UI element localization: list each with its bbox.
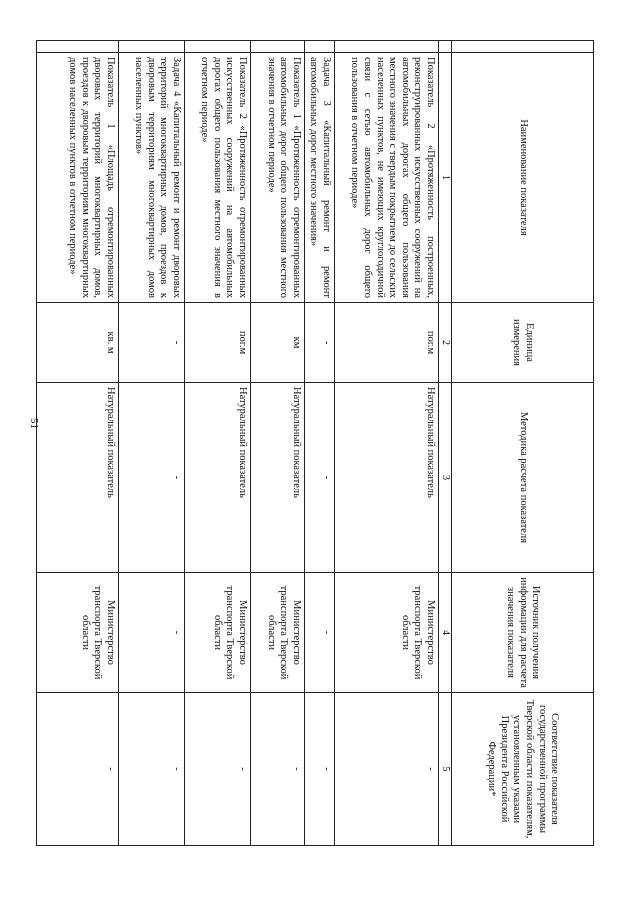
- indicator-unit: -: [304, 303, 334, 383]
- indicator-match: -: [304, 693, 334, 846]
- margin-cell: [452, 41, 594, 53]
- indicator-source: -: [304, 573, 334, 693]
- margin-cell: [439, 41, 452, 53]
- indicator-match: -: [36, 693, 118, 846]
- indicator-unit: -: [118, 303, 184, 383]
- indicator-method: -: [304, 383, 334, 573]
- indicators-table: [36, 40, 594, 846]
- rotated-page-content: [67, 40, 594, 845]
- margin-cell: [118, 41, 184, 53]
- indicator-unit: кв. м: [36, 303, 118, 383]
- margin-cell: [304, 41, 334, 53]
- indicator-method: Натуральный показатель: [250, 383, 304, 573]
- column-number: 5: [439, 693, 452, 846]
- table-row: [184, 41, 250, 846]
- indicator-name: Показатель 2 «Протяженность построенных, реконструированных искусственных сооружений на автомобильных дорогах общего пользования местного значения с твердым покрытием до сельских населенных пунктов, не имеющих круглогодичной связи с сетью автомобильных дорог общего пользования в отчетном периоде»: [335, 53, 439, 303]
- header-name: Наименование показателя: [452, 53, 594, 303]
- indicator-source: Министерство транспорта Тверской области: [184, 573, 250, 693]
- header-match: Соответствие показателя государственной программы Тверской области показателям, установленным указами Президента Российской Федерации*: [452, 693, 594, 846]
- column-number-row: [439, 41, 452, 846]
- column-number: 2: [439, 303, 452, 383]
- page-number: 51: [28, 418, 40, 429]
- table-row: [335, 41, 439, 846]
- indicator-method: Натуральный показатель: [184, 383, 250, 573]
- indicator-unit: пог.м: [184, 303, 250, 383]
- margin-cell: [36, 41, 118, 53]
- indicator-match: -: [335, 693, 439, 846]
- indicator-name: Задача 3 «Капитальный ремонт и ремонт автомобильных дорог местного значения»: [304, 53, 334, 303]
- margin-cell: [335, 41, 439, 53]
- indicator-name: Задача 4 «Капитальный ремонт и ремонт дворовых территорий многоквартирных домов, проездов к дворовым территориям многоквартирных домов населенных пунктов»: [118, 53, 184, 303]
- table-row: [118, 41, 184, 846]
- indicator-method: Натуральный показатель: [36, 383, 118, 573]
- indicator-name: Показатель 1 «Площадь отремонтированных дворовых территорий многоквартирных домов, проездов к дворовым территориям многоквартирных домов населенных пунктов в отчетном периоде»: [36, 53, 118, 303]
- header-unit: Единица измерения: [452, 303, 594, 383]
- table-header-row: [452, 41, 594, 846]
- column-number: 1: [439, 53, 452, 303]
- indicator-method: -: [118, 383, 184, 573]
- column-number: 4: [439, 573, 452, 693]
- indicator-unit: пог.м: [335, 303, 439, 383]
- indicator-unit: км: [250, 303, 304, 383]
- margin-cell: [250, 41, 304, 53]
- header-method: Методика расчета показателя: [452, 383, 594, 573]
- margin-cell: [184, 41, 250, 53]
- indicator-match: -: [118, 693, 184, 846]
- indicator-source: Министерство транспорта Тверской области: [36, 573, 118, 693]
- indicator-source: -: [118, 573, 184, 693]
- indicator-source: Министерство транспорта Тверской области: [335, 573, 439, 693]
- indicator-name: Показатель 2 «Протяженность отремонтированных искусственных сооружений на автомобильных дорогах общего пользования местного значения в отчетном периоде»: [184, 53, 250, 303]
- column-number: 3: [439, 383, 452, 573]
- table-row: [304, 41, 334, 846]
- indicator-name: Показатель 1 «Протяженность отремонтированных автомобильных дорог общего пользования местного значения в отчетном периоде»: [250, 53, 304, 303]
- indicator-method: Натуральный показатель: [335, 383, 439, 573]
- table-row: [36, 41, 118, 846]
- indicator-match: -: [250, 693, 304, 846]
- table-row: [250, 41, 304, 846]
- indicator-match: -: [184, 693, 250, 846]
- header-source: Источник получения информации для расчета значения показателя: [452, 573, 594, 693]
- indicator-source: Министерство транспорта Тверской области: [250, 573, 304, 693]
